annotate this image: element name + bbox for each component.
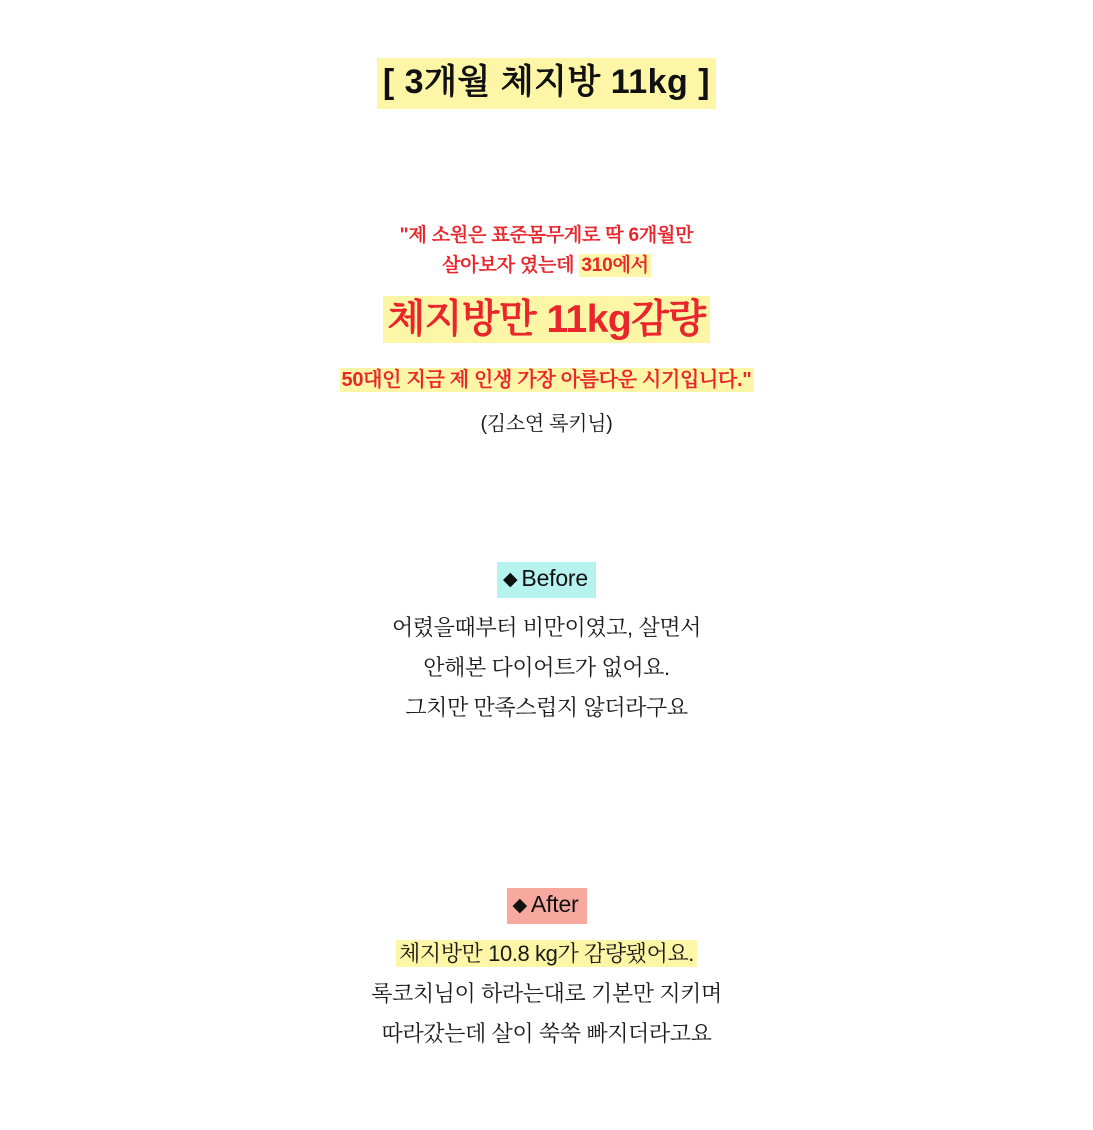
quote-line-2-highlight: 310에서 bbox=[581, 255, 649, 277]
section-after bbox=[0, 888, 1093, 1054]
section-after-label bbox=[507, 888, 587, 924]
diamond-icon: ◆ bbox=[503, 568, 518, 590]
page-title-container bbox=[0, 0, 1093, 109]
after-line-1: 록코치님이 하라는대로 기본만 지키며 bbox=[371, 980, 722, 1006]
quote-headline bbox=[0, 296, 1093, 345]
section-after-label-text: After bbox=[530, 890, 579, 917]
quote-author: (김소연 록키님) bbox=[480, 412, 613, 435]
section-after-body bbox=[0, 934, 1093, 1054]
before-line-3: 그치만 만족스럽지 않더라구요 bbox=[405, 694, 688, 720]
before-line-1: 어렸을때부터 비만이였고, 살면서 bbox=[391, 614, 702, 640]
section-before-body bbox=[0, 608, 1093, 728]
after-highlight-line bbox=[396, 934, 697, 974]
after-highlight-text: 체지방만 10.8 kg가 감량됐어요. bbox=[396, 940, 697, 967]
quote-closing-line bbox=[0, 365, 1093, 395]
section-before bbox=[0, 562, 1093, 728]
before-line-2: 안해본 다이어트가 없어요. bbox=[423, 654, 670, 680]
page-title: [ 3개월 체지방 11kg ] bbox=[377, 58, 716, 109]
after-line-2: 따라갔는데 살이 쑥쑥 빠지더라고요 bbox=[381, 1020, 712, 1046]
quote-line-2 bbox=[0, 251, 1093, 282]
diamond-icon: ◆ bbox=[512, 894, 527, 916]
section-before-label bbox=[497, 562, 596, 598]
quote-line-1: "제 소원은 표준몸무게로 딱 6개월만 bbox=[399, 224, 694, 246]
quote-line-2-prefix: 살아보자 였는데 bbox=[442, 255, 580, 277]
testimonial-quote bbox=[0, 221, 1093, 436]
quote-closing-text: 50대인 지금 제 인생 가장 아름다운 시기입니다." bbox=[341, 368, 752, 391]
section-before-label-text: Before bbox=[521, 564, 588, 591]
quote-headline-text: 체지방만 11kg감량 bbox=[383, 296, 709, 343]
